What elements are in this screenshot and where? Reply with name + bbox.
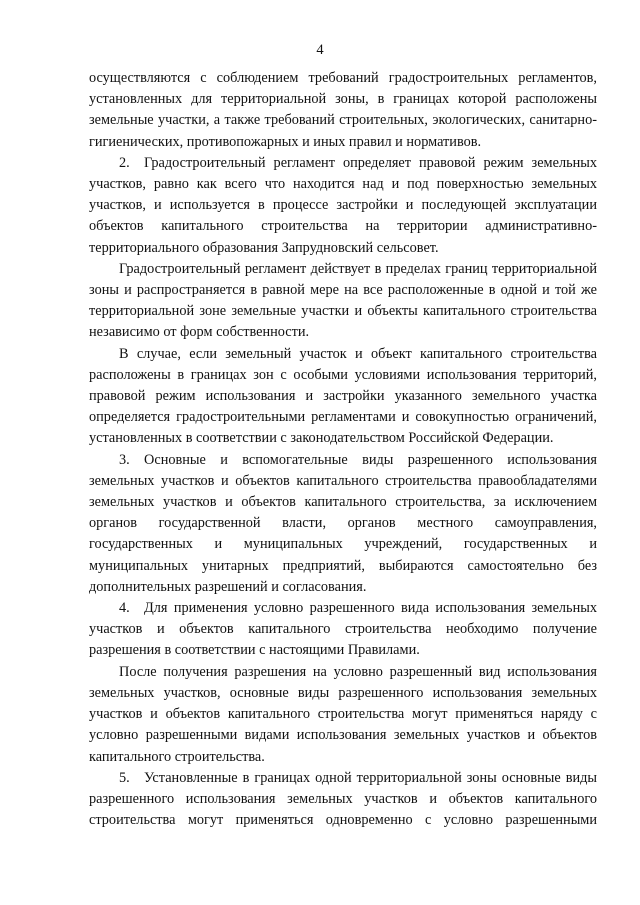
paragraph-item-3: 3. Основные и вспомогательные виды разрешенного использования земельных участков и объектов капитального строительства правообладателями земельных участков и объектов капитального строительства, за исключением органов государственной власти, органов местного самоуправления, государственных и муниципальных учреждений, государственных и муниципальных унитарных предприятий, выбираются самостоятельно без дополнительных разрешений и согласования. bbox=[89, 451, 597, 595]
paragraph-item-5: 5. Установленные в границах одной территориальной зоны основные виды разрешенного использования земельных участков и объектов капитального строительства могут применяться одновременно с условно разрешенными bbox=[89, 769, 597, 829]
paragraph-regulation-scope: Градостроительный регламент действует в пределах границ территориальной зоны и распространяется в равной мере на все расположенные в одной и той же территориальной зоне земельные участки и объекты капитального строительства независимо от форм собственности. bbox=[89, 260, 597, 341]
paragraph-continuation: осуществляются с соблюдением требований градостроительных регламентов, установленных для территориальной зоны, в границах которой расположены земельные участки, а также требований строительных, экологических, санитарно-гигиенических, противопожарных и иных правил и нормативов. bbox=[89, 70, 597, 150]
paragraph-item-4: 4. Для применения условно разрешенного вида использования земельных участков и объектов капитального строительства необходимо получение разрешения в соответствии с настоящими Правилами. bbox=[89, 600, 597, 659]
paragraph-special-zones: В случае, если земельный участок и объект капитального строительства расположены в границах зон с особыми условиями использования территорий, правовой режим использования и застройки указанного земельного участка определяется градостроительными регламентами и совокупностью ограничений, установленных в соответствии с законодательством Российской Федерации. bbox=[89, 345, 597, 447]
document-body bbox=[89, 68, 597, 831]
paragraph-item-2: 2. Градостроительный регламент определяет правовой режим земельных участков, равно как всего что находится над и под поверхностью земельных участков, и используется в процессе застройки и последующей эксплуатации объектов капитального строительства на территории административно-территориального образования Запрудновский сельсовет. bbox=[89, 154, 597, 256]
page-number: 4 bbox=[316, 42, 324, 58]
paragraph-after-permit: После получения разрешения на условно разрешенный вид использования земельных участков, основные виды разрешенного использования земельных участков и объектов капитального строительства могут применяться наряду с условно разрешенными видами использования земельных участков и объектов капитального строительства. bbox=[89, 663, 597, 765]
